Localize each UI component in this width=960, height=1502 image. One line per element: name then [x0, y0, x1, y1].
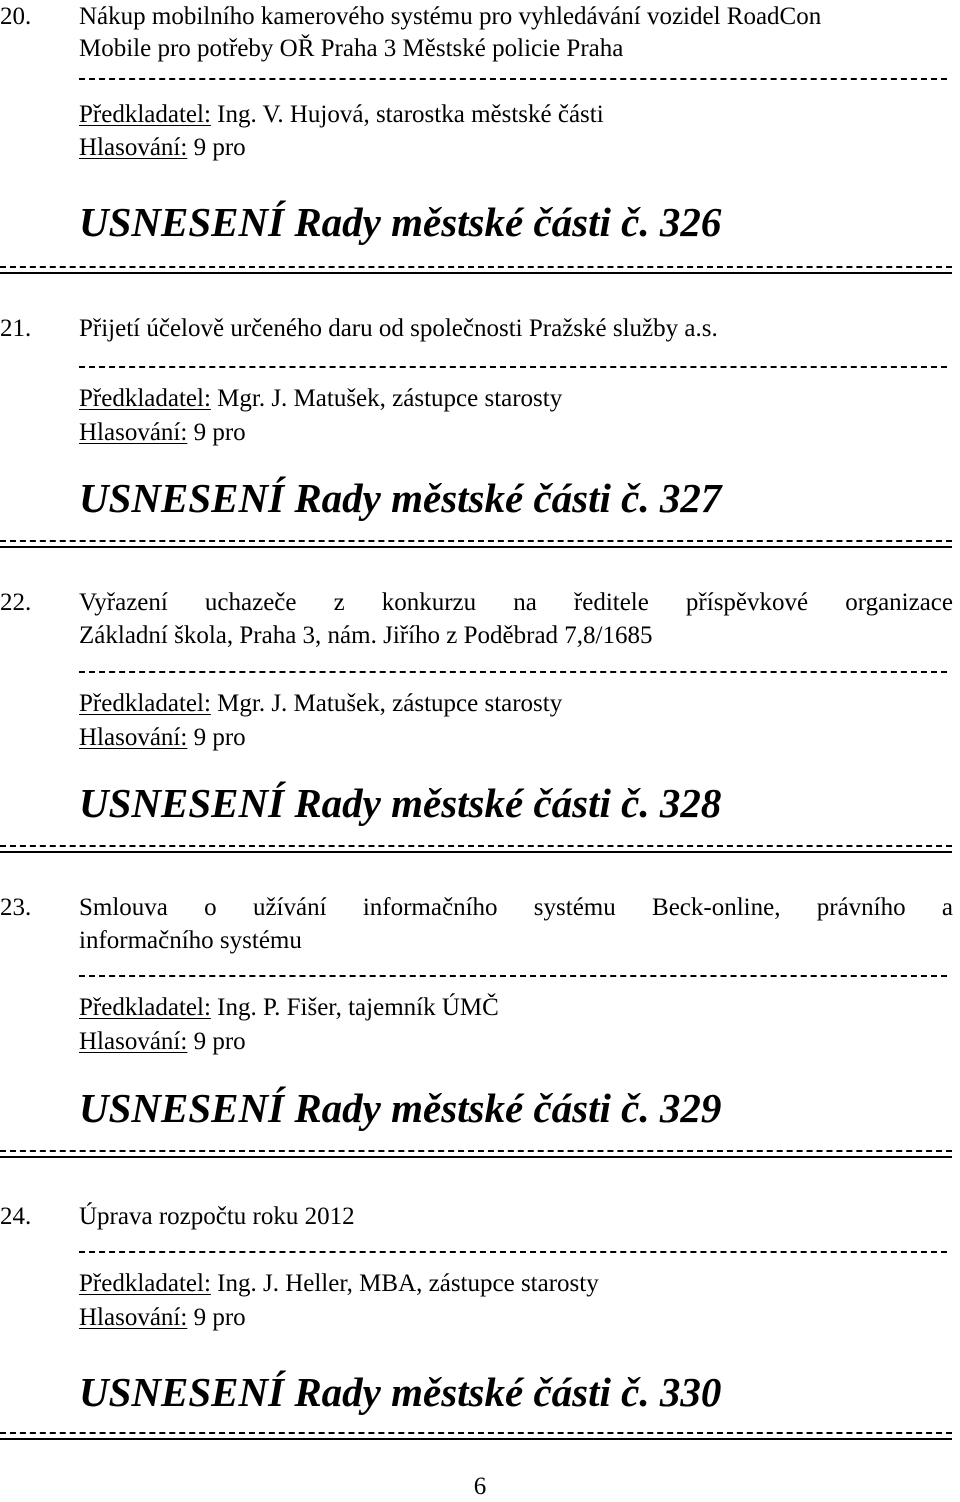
presenter-label: Předkladatel: — [79, 101, 211, 128]
resolution-heading: USNESENÍ Rady městské části č. 329 — [79, 1085, 722, 1131]
vote-result: 9 pro — [193, 1304, 246, 1331]
vote-result: 9 pro — [193, 134, 246, 161]
page-number: 6 — [473, 1473, 487, 1500]
item-title-line: Smlouva o užívání informačního systému Beck-online, právního a — [79, 894, 953, 921]
resolution-heading: USNESENÍ Rady městské části č. 326 — [79, 199, 722, 245]
presenter-name: Mgr. J. Matušek, zástupce starosty — [217, 385, 563, 412]
section-separator — [0, 266, 952, 274]
separator-line — [79, 1251, 947, 1253]
item-title-line: Mobile pro potřeby OŘ Praha 3 Městské policie Praha — [79, 35, 624, 62]
item-title-line: Nákup mobilního kamerového systému pro vyhledávání vozidel RoadCon — [79, 3, 822, 30]
item-number: 22. — [0, 589, 32, 616]
vote-label: Hlasování: — [79, 134, 188, 161]
presenter-name: Ing. J. Heller, MBA, zástupce starosty — [217, 1270, 599, 1297]
separator-line — [79, 366, 947, 368]
item-number: 23. — [0, 894, 32, 921]
item-title-line: Základní škola, Praha 3, nám. Jiřího z Poděbrad 7,8/1685 — [79, 622, 653, 649]
vote-line — [79, 418, 246, 448]
item-number: 20. — [0, 3, 32, 30]
presenter-line — [79, 993, 499, 1023]
separator-line — [79, 975, 947, 977]
presenter-label: Předkladatel: — [79, 1270, 211, 1297]
vote-label: Hlasování: — [79, 1304, 188, 1331]
presenter-label: Předkladatel: — [79, 690, 211, 717]
presenter-line — [79, 384, 562, 414]
resolution-heading: USNESENÍ Rady městské části č. 328 — [79, 780, 722, 826]
section-separator — [0, 1150, 952, 1158]
vote-result: 9 pro — [193, 419, 246, 446]
item-title-line: Úprava rozpočtu roku 2012 — [79, 1203, 355, 1230]
vote-line — [79, 1027, 246, 1057]
vote-line — [79, 723, 246, 753]
presenter-line — [79, 689, 562, 719]
vote-line — [79, 133, 246, 163]
presenter-name: Mgr. J. Matušek, zástupce starosty — [217, 690, 563, 717]
section-separator — [0, 540, 952, 548]
presenter-line — [79, 1269, 599, 1299]
presenter-name: Ing. P. Fišer, tajemník ÚMČ — [217, 994, 499, 1021]
presenter-label: Předkladatel: — [79, 385, 211, 412]
vote-label: Hlasování: — [79, 419, 188, 446]
vote-label: Hlasování: — [79, 1028, 188, 1055]
presenter-name: Ing. V. Hujová, starostka městské části — [217, 101, 604, 128]
separator-line — [79, 78, 947, 80]
vote-result: 9 pro — [193, 724, 246, 751]
vote-result: 9 pro — [193, 1028, 246, 1055]
separator-line — [79, 671, 947, 673]
presenter-label: Předkladatel: — [79, 994, 211, 1021]
item-title-line: Vyřazení uchazeče z konkurzu na ředitele příspěvkové organizace — [79, 589, 953, 616]
section-separator — [0, 1432, 952, 1440]
item-number: 21. — [0, 315, 32, 342]
presenter-line — [79, 100, 604, 130]
vote-line — [79, 1303, 246, 1333]
item-title-line: Přijetí účelově určeného daru od společnosti Pražské služby a.s. — [79, 315, 718, 342]
section-separator — [0, 845, 952, 853]
resolution-heading: USNESENÍ Rady městské části č. 327 — [79, 475, 722, 521]
vote-label: Hlasování: — [79, 724, 188, 751]
resolution-heading: USNESENÍ Rady městské části č. 330 — [79, 1369, 722, 1415]
item-title-line: informačního systému — [79, 927, 302, 954]
item-number: 24. — [0, 1203, 32, 1230]
